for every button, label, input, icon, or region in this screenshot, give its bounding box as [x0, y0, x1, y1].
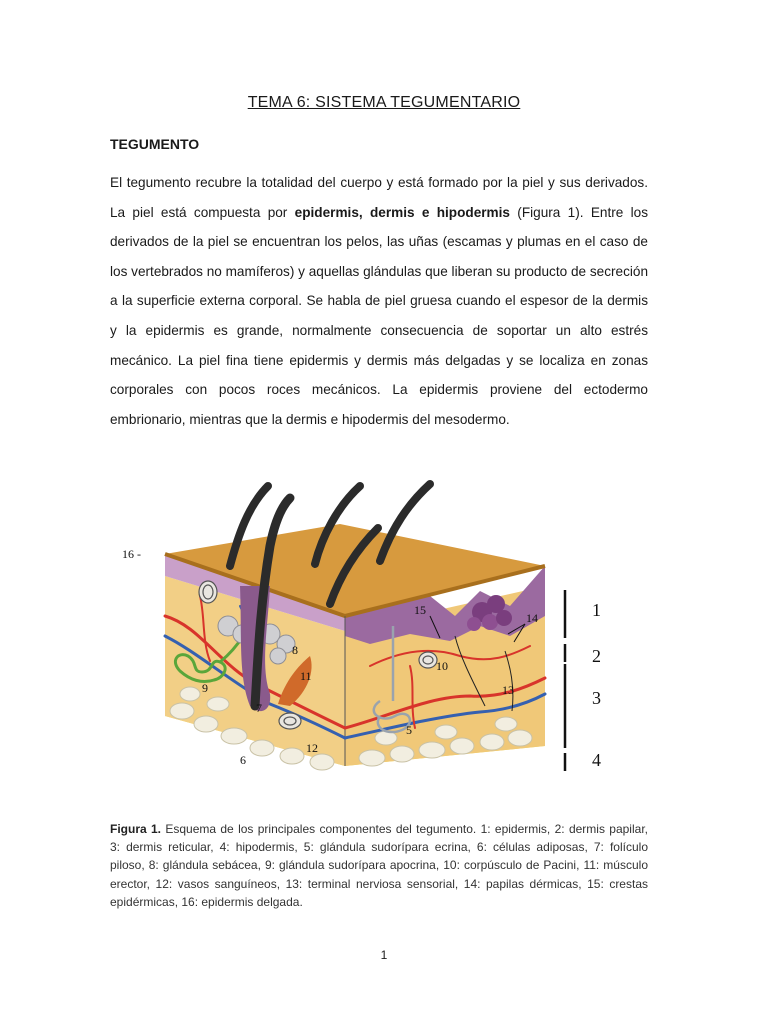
label-layer-2: 2 [592, 646, 601, 666]
label-layer-1: 1 [592, 600, 601, 620]
paragraph-bold-terms: epidermis, dermis e hipodermis [294, 204, 510, 220]
skin-diagram-figure [110, 466, 648, 806]
label-7: 7 [256, 701, 262, 715]
label-5: 5 [406, 723, 412, 737]
label-layer-4: 4 [592, 750, 601, 770]
section-heading: TEGUMENTO [110, 136, 200, 152]
paragraph-part-2: (Figura 1). Entre los derivados de la piel se encuentran los pelos, las uñas (escamas y plumas en el caso de los vertebrados no mamíferos) y aquellas glándulas que liberan su producto de secreción a la superficie externa corporal. Se habla de piel gruesa cuando el espesor de la dermis y la epidermis es grande, normalmente consecuencia de soportar un alto estrés mecánico. La piel fina tiene epidermis y dermis más delgadas y se localiza en zonas corporales con pocos roces mecánicos. La epidermis proviene del ectodermo embrionario, mientras que la dermis e hipodermis del mesodermo. [110, 204, 649, 427]
figure-caption [110, 820, 648, 911]
label-14: 14 [526, 611, 538, 625]
caption-label: Figura 1. [110, 822, 162, 836]
page-number: 1 [380, 948, 388, 962]
label-15: 15 [414, 603, 426, 617]
paragraph-part-1: El tegumento recubre la totalidad del cuerpo y está formado por la piel y sus derivados. La piel está compuesta por [110, 175, 648, 220]
layer-labels [592, 600, 601, 770]
label-12: 12 [306, 741, 318, 755]
label-layer-3: 3 [592, 688, 601, 708]
page-title: TEMA 6: SISTEMA TEGUMENTARIO [247, 94, 521, 111]
label-6: 6 [240, 753, 246, 767]
label-11: 11 [300, 669, 312, 683]
label-9: 9 [202, 681, 208, 695]
body-paragraph [110, 168, 648, 434]
label-8: 8 [292, 643, 298, 657]
label-16: 16 - [122, 547, 141, 561]
skin-diagram [110, 466, 648, 806]
label-10: 10 [436, 659, 448, 673]
label-13: 13 [502, 683, 514, 697]
caption-text: Esquema de los principales componentes del tegumento. 1: epidermis, 2: dermis papilar, 3: dermis reticular, 4: hipodermis, 5: glándula sudorípara ecrina, 6: células adiposas, 7: folículo piloso, 8: glándula sebácea, 9: glándula sudorípara apocrina, 10: corpúsculo de Pacini, 11: músculo erector, 12: vasos sanguíneos, 13: terminal nerviosa sensorial, 14: papilas dérmicas, 15: crestas epidérmicas, 16: epidermis delgada. [110, 822, 648, 909]
